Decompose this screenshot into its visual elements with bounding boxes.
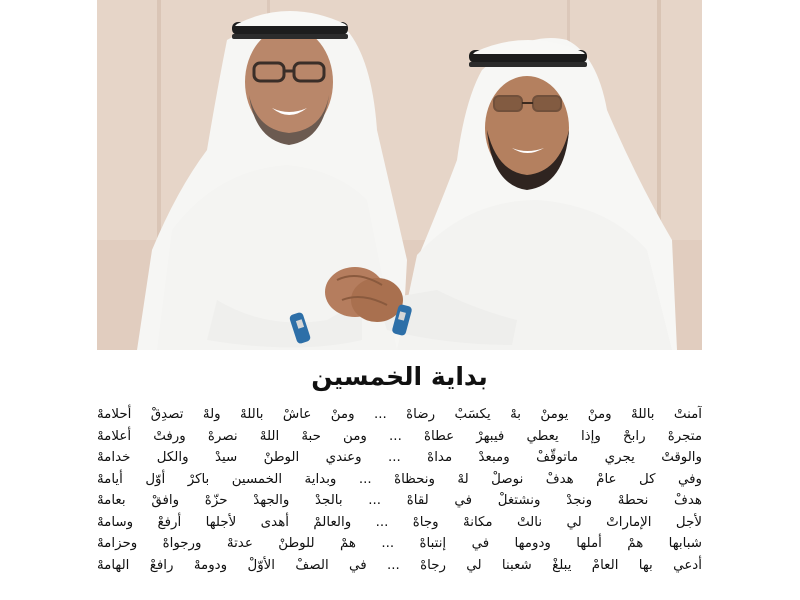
- poem-line: لأجل الإماراتْ لي نالتْ مكانهْ وجاهْ ... والعالمْ أهدى لأجلها أرفعْ وسامهْ: [97, 514, 702, 530]
- photo-two-men-handshake: [97, 0, 702, 350]
- poem-line: أدعي بها العامْ يبلغْ شعبنا لي رجاهْ ... في الصفْ الأوّلْ ودومهْ رافعْ الهامهْ: [97, 557, 702, 573]
- poem-line: شبابها همْ أملها ودومها في إنتباهْ ... همْ للوطنْ عدتهْ ورجواهْ وحزامهْ: [97, 536, 702, 551]
- poem-line: وفي كل عامْ هدفْ نوصلْ لهْ ونحظاهْ ... وبداية الخمسين باكرْ أوّل أيامهْ: [97, 471, 702, 487]
- poem-body: [97, 404, 702, 576]
- poem-line: والوقتْ يجري ماتوقّفْ ومبعدْ مداهْ ... وعندي الوطنْ سيدْ والكل خدامهْ: [97, 450, 702, 465]
- photo-illustration: [97, 0, 702, 350]
- poem-line: متجرهْ رابحْ وإذا يعطي فيبهرْ عطاهْ ... ومن حبهْ اللهْ نصرهْ ورفتْ أعلامهْ: [97, 428, 702, 444]
- poem-line: آمنتْ باللهْ ومنْ يومنْ بهْ يكسَبْ رضاهْ ... ومنْ عاشْ باللهْ ولهْ تصدِقْ أحلامهْ: [97, 407, 702, 422]
- poem-line: هدفْ نحطهْ ونجدْ ونشتغلْ في لقاهْ ... بالجدْ والجهدْ حزّهْ وافقْ بعامهْ: [97, 493, 702, 508]
- poem-title: بداية الخمسين: [311, 362, 488, 391]
